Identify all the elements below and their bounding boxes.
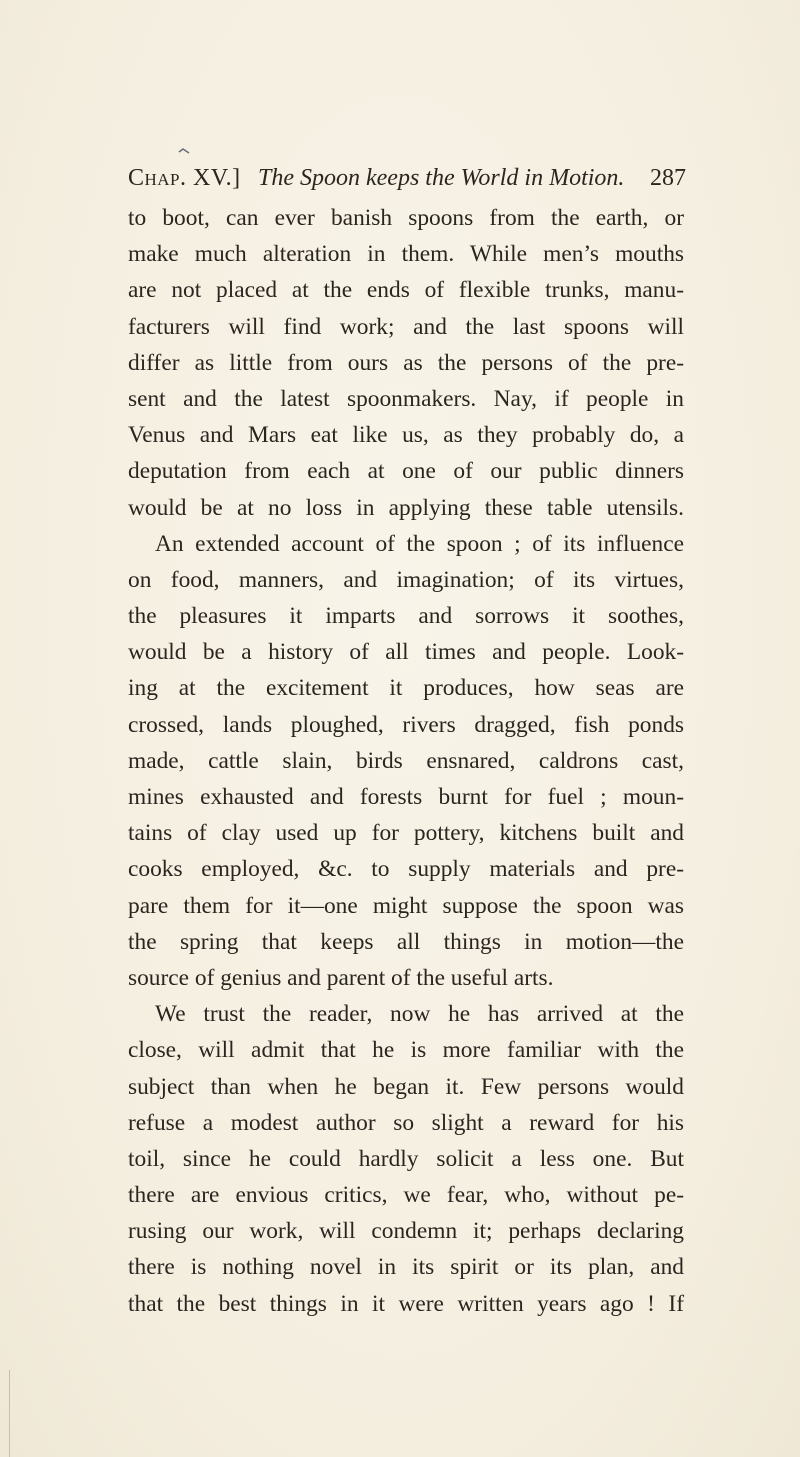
text-line: make much alteration in them. While men’s mouths: [128, 241, 684, 268]
text-line: cooks employed, &c. to supply materials and pre-: [128, 856, 684, 883]
text-line: the spring that keeps all things in motion—the: [128, 928, 684, 955]
text-line: made, cattle slain, birds ensnared, caldrons cast,: [128, 747, 684, 774]
text-line: there are envious critics, we fear, who, without pe-: [128, 1182, 684, 1209]
ink-mark: [178, 148, 190, 154]
text-line: An extended account of the spoon ; of its influence: [155, 530, 684, 557]
text-line: would be at no loss in applying these table utensils.: [128, 494, 684, 521]
text-line: subject than when he began it. Few persons would: [128, 1073, 684, 1100]
running-title: The Spoon keeps the World in Motion.: [258, 165, 625, 191]
text-line: Venus and Mars eat like us, as they probably do, a: [128, 422, 684, 449]
text-line: facturers will find work; and the last spoons will: [128, 313, 684, 340]
text-line: the pleasures it imparts and sorrows it soothes,: [128, 603, 684, 630]
text-line: deputation from each at one of our public dinners: [128, 458, 684, 485]
body-text: [128, 200, 684, 1322]
text-line: pare them for it—one might suppose the spoon was: [128, 892, 684, 919]
text-line: rusing our work, will condemn it; perhaps declaring: [128, 1218, 684, 1245]
text-line: tains of clay used up for pottery, kitchens built and: [128, 820, 684, 847]
text-line: would be a history of all times and people. Look-: [128, 639, 684, 666]
text-line: source of genius and parent of the useful arts.: [128, 964, 554, 991]
text-line: differ as little from ours as the persons of the pre-: [128, 349, 684, 376]
text-line: We trust the reader, now he has arrived at the: [155, 1001, 684, 1028]
text-line: on food, manners, and imagination; of its virtues,: [128, 566, 684, 593]
text-line: sent and the latest spoonmakers. Nay, if people in: [128, 385, 684, 412]
page-edge-line: [9, 1370, 10, 1457]
text-line: that the best things in it were written years ago ! If: [128, 1290, 684, 1317]
chapter-label: Chap. XV.]: [128, 165, 241, 191]
text-line: are not placed at the ends of flexible trunks, manu-: [128, 277, 684, 304]
text-line: there is nothing novel in its spirit or its plan, and: [128, 1254, 684, 1281]
running-header: [128, 160, 686, 196]
text-line: refuse a modest author so slight a reward for his: [128, 1109, 684, 1136]
text-line: mines exhausted and forests burnt for fuel ; moun-: [128, 784, 684, 810]
text-line: ing at the excitement it produces, how seas are: [128, 675, 684, 702]
page-number: 287: [650, 165, 686, 191]
text-line: close, will admit that he is more familiar with the: [128, 1037, 684, 1064]
text-line: to boot, can ever banish spoons from the earth, or: [128, 205, 684, 231]
text-line: toil, since he could hardly solicit a less one. But: [128, 1145, 684, 1172]
text-line: crossed, lands ploughed, rivers dragged, fish ponds: [128, 711, 684, 738]
